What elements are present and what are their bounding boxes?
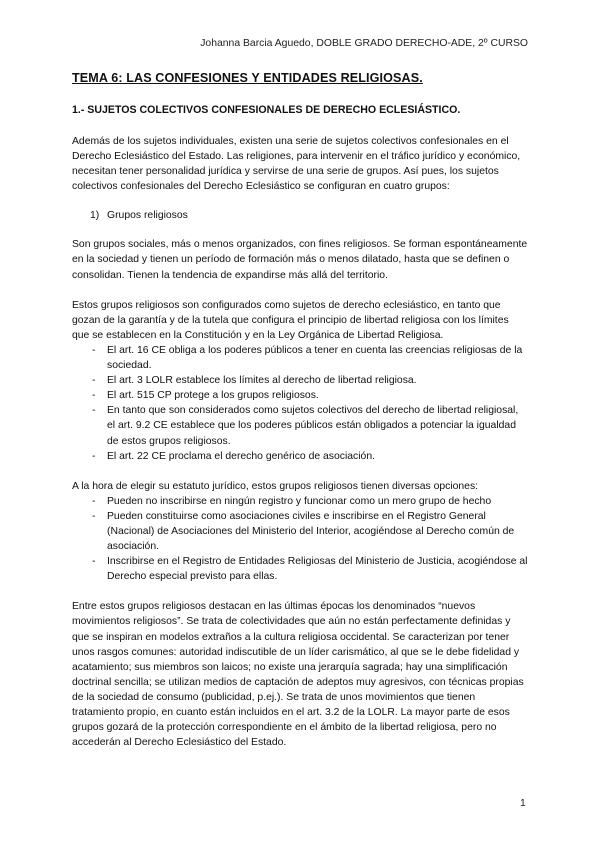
- list-item: - Pueden constituirse como asociaciones civiles e inscribirse en el Registro General (Nacional) de Asociaciones del Ministerio del Interior, acogiéndose al Derecho común de asociación.: [92, 510, 515, 553]
- list-item: - El art. 22 CE proclama el derecho genérico de asociación.: [72, 449, 528, 464]
- list-item: - En tanto que son considerados como sujetos colectivos del derecho de libertad religiosal, el art. 9.2 CE establece que los poderes públicos están obligados a potenciar la igualdad de estos grupos religiosos.: [92, 405, 519, 447]
- options-list: [72, 494, 528, 585]
- numbered-item-number: 1): [90, 210, 100, 222]
- list-item: - El art. 515 CP protege a los grupos religiosos.: [72, 388, 528, 403]
- numbered-item-label: Grupos religiosos: [107, 210, 188, 222]
- running-header: Johanna Barcia Aguedo, DOBLE GRADO DERECHO-ADE, 2º CURSO: [200, 38, 528, 49]
- paragraph-nuevos-movimientos: Entre estos grupos religiosos destacan en las últimas épocas los denominados “nuevos movimientos religiosos”. Se trata de colectividades que aún no están perfectamente definidas y que se inspiran en modelos extraños a la cultura religiosa occidental. Se caracterizan por tener unos rasgos comunes: autoridad indiscutible de un líder carismático, al que se le debe fidelidad y acatamiento; sus miembros son laicos; no existe una jerarquía sagrada; hay una simplificación doctrinal sencilla; se utilizan medios de captación de adeptos muy agresivos, con técnicas propias de la sociedad de consumo (publicidad, p.ej.). Se trata de unos movimientos que tienen tratamiento propio, en cuanto están incluidos en el art. 3.2 de la LOLR. La mayor parte de esos grupos gozará de la protección correspondiente en el ámbito de la libertad religiosa, pero no accederán al Derecho Eclesiástico del Estado.: [72, 601, 524, 749]
- dash-bullet-icon: -: [92, 495, 96, 507]
- intro-paragraph: Además de los sujetos individuales, existen una serie de sujetos colectivos confesionales en el Derecho Eclesiástico del Estado. Las religiones, para intervenir en el tráfico jurídico y económico, necesitan tener personalidad jurídica y servirse de una serie de grupos. Así pues, los sujetos colectivos confesionales del Derecho Eclesiástico se configuran en cuatro grupos:: [72, 136, 521, 193]
- dash-bullet-icon: -: [92, 405, 96, 417]
- dash-bullet-icon: -: [92, 390, 96, 402]
- list-item: - Pueden no inscribirse en ningún registro y funcionar como un mero grupo de hecho: [72, 494, 528, 509]
- paragraph-grupos-sociales: Son grupos sociales, más o menos organizados, con fines religiosos. Se forman espontáneamente en la sociedad y tienen un período de formación más o menos dilatado, hasta que se definen o consolidan. Tienen la tendencia de expandirse más allá del territorio.: [72, 239, 528, 281]
- paragraph-configuracion: Estos grupos religiosos son configurados como sujetos de derecho eclesiástico, en tanto que gozan de la garantía y de la tutela que configura el principio de libertad religiosa con los límites que se establecen en la Constitución y en la Ley Orgánica de Libertad Religiosa.: [72, 299, 509, 341]
- dash-bullet-icon: -: [92, 344, 96, 356]
- section-heading: 1.- SUJETOS COLECTIVOS CONFESIONALES DE DERECHO ECLESIÁSTICO.: [72, 104, 461, 116]
- numbered-item: [72, 208, 528, 223]
- page-number: 1: [520, 798, 526, 809]
- dash-bullet-icon: -: [92, 510, 96, 522]
- dash-bullet-icon: -: [92, 450, 96, 462]
- page-title: TEMA 6: LAS CONFESIONES Y ENTIDADES RELIGIOSAS.: [72, 71, 423, 85]
- list-item: - El art. 16 CE obliga a los poderes públicos a tener en cuenta las creencias religiosas de la sociedad.: [92, 344, 523, 372]
- legal-articles-list: [72, 343, 528, 464]
- document-body: [72, 70, 528, 750]
- dash-bullet-icon: -: [92, 556, 96, 568]
- list-item: - El art. 3 LOLR establece los límites al derecho de libertad religiosa.: [72, 373, 528, 388]
- dash-bullet-icon: -: [92, 375, 96, 387]
- paragraph-estatuto: A la hora de elegir su estatuto jurídico, estos grupos religiosos tienen diversas opciones:: [72, 480, 479, 492]
- list-item: - Inscribirse en el Registro de Entidades Religiosas del Ministerio de Justicia, acogiéndose al Derecho especial previsto para ellas.: [92, 556, 528, 583]
